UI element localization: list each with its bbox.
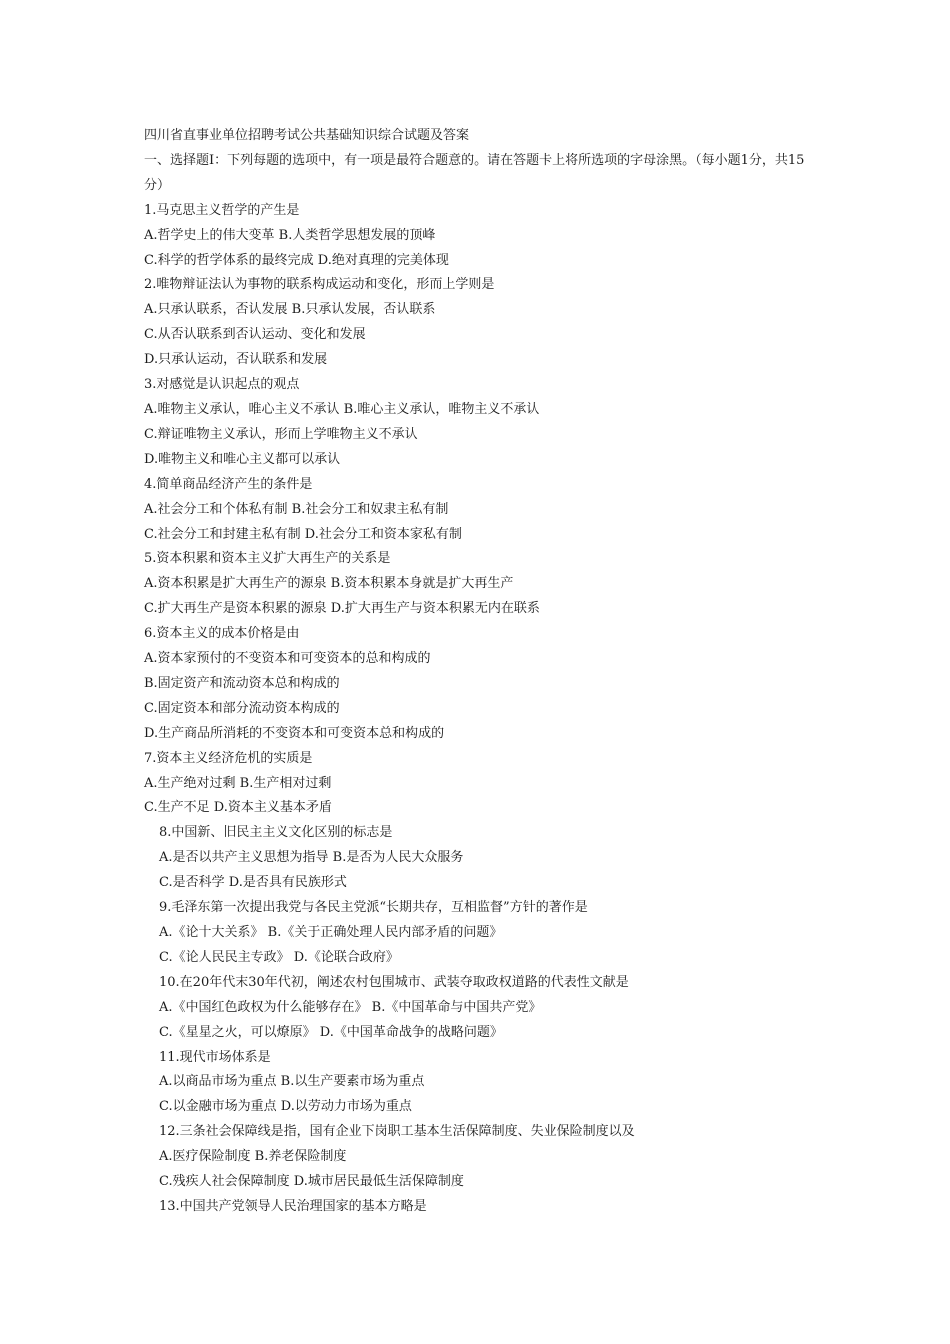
question-stem: 13.中国共产党领导人民治理国家的基本方略是 <box>159 1198 427 1214</box>
question-options: B.固定资产和流动资本总和构成的 <box>144 675 340 691</box>
question-options: C.以金融市场为重点 D.以劳动力市场为重点 <box>159 1099 412 1115</box>
document-body <box>144 124 814 1220</box>
question-stem: 6.资本主义的成本价格是由 <box>144 626 300 642</box>
question-options: A.是否以共产主义思想为指导 B.是否为人民大众服务 <box>159 850 464 866</box>
question-options: A.资本积累是扩大再生产的源泉 B.资本积累本身就是扩大再生产 <box>144 576 514 592</box>
question-options: D.只承认运动，否认联系和发展 <box>144 352 328 368</box>
question-options: C.社会分工和封建主私有制 D.社会分工和资本家私有制 <box>144 526 462 542</box>
question-stem: 3.对感觉是认识起点的观点 <box>144 377 300 393</box>
question-options: A.医疗保险制度 B.养老保险制度 <box>159 1149 347 1165</box>
document-title: 四川省直事业单位招聘考试公共基础知识综合试题及答案 <box>144 128 470 143</box>
question-stem: 10.在20年代末30年代初，阐述农村包围城市、武装夺取政权道路的代表性文献是 <box>159 974 629 990</box>
question-options: D.生产商品所消耗的不变资本和可变资本总和构成的 <box>144 725 445 741</box>
question-stem: 1.马克思主义哲学的产生是 <box>144 202 300 218</box>
question-options: A.只承认联系，否认发展 B.只承认发展，否认联系 <box>144 302 436 318</box>
question-options: C.《论人民民主专政》 D.《论联合政府》 <box>159 949 399 965</box>
question-stem: 11.现代市场体系是 <box>159 1049 271 1065</box>
question-stem: 5.资本积累和资本主义扩大再生产的关系是 <box>144 551 391 567</box>
question-options: A.哲学史上的伟大变革 B.人类哲学思想发展的顶峰 <box>144 227 436 243</box>
question-options: C.从否认联系到否认运动、变化和发展 <box>144 327 366 343</box>
question-options: C.残疾人社会保障制度 D.城市居民最低生活保障制度 <box>159 1174 464 1190</box>
question-options: A.《论十大关系》 B.《关于正确处理人民内部矛盾的问题》 <box>159 925 503 940</box>
question-options: C.是否科学 D.是否具有民族形式 <box>159 875 347 891</box>
question-stem: 12.三条社会保障线是指，国有企业下岗职工基本生活保障制度、失业保险制度以及 <box>159 1124 635 1140</box>
question-options: A.生产绝对过剩 B.生产相对过剩 <box>144 775 332 791</box>
question-options: D.唯物主义和唯心主义都可以承认 <box>144 451 341 467</box>
question-stem: 4.简单商品经济产生的条件是 <box>144 476 313 492</box>
section-header: 一、选择题Ⅰ：下列每题的选项中，有一项是最符合题意的。请在答题卡上将所选项的字母涂黑。（每小题1分，共15分） <box>144 152 805 193</box>
question-options: A.资本家预付的不变资本和可变资本的总和构成的 <box>144 651 431 667</box>
question-options: C.辩证唯物主义承认，形而上学唯物主义不承认 <box>144 426 418 442</box>
question-stem: 8.中国新、旧民主主义文化区别的标志是 <box>159 825 393 841</box>
question-options: C.《星星之火，可以燎原》 D.《中国革命战争的战略问题》 <box>159 1024 503 1040</box>
question-list <box>144 199 814 1220</box>
question-stem: 9.毛泽东第一次提出我党与各民主党派“长期共存，互相监督”方针的著作是 <box>159 900 588 916</box>
question-options: A.社会分工和个体私有制 B.社会分工和奴隶主私有制 <box>144 501 449 517</box>
question-options: A.唯物主义承认，唯心主义不承认 B.唯心主义承认，唯物主义不承认 <box>144 401 540 417</box>
question-options: A.以商品市场为重点 B.以生产要素市场为重点 <box>159 1074 425 1090</box>
question-options: C.生产不足 D.资本主义基本矛盾 <box>144 800 332 816</box>
question-stem: 7.资本主义经济危机的实质是 <box>144 750 313 766</box>
question-options: A.《中国红色政权为什么能够存在》 B.《中国革命与中国共产党》 <box>159 999 542 1015</box>
question-options: C.科学的哲学体系的最终完成 D.绝对真理的完美体现 <box>144 252 449 268</box>
question-options: C.固定资本和部分流动资本构成的 <box>144 700 340 716</box>
question-stem: 2.唯物辩证法认为事物的联系构成运动和变化，形而上学则是 <box>144 277 495 293</box>
question-options: C.扩大再生产是资本积累的源泉 D.扩大再生产与资本积累无内在联系 <box>144 601 540 617</box>
